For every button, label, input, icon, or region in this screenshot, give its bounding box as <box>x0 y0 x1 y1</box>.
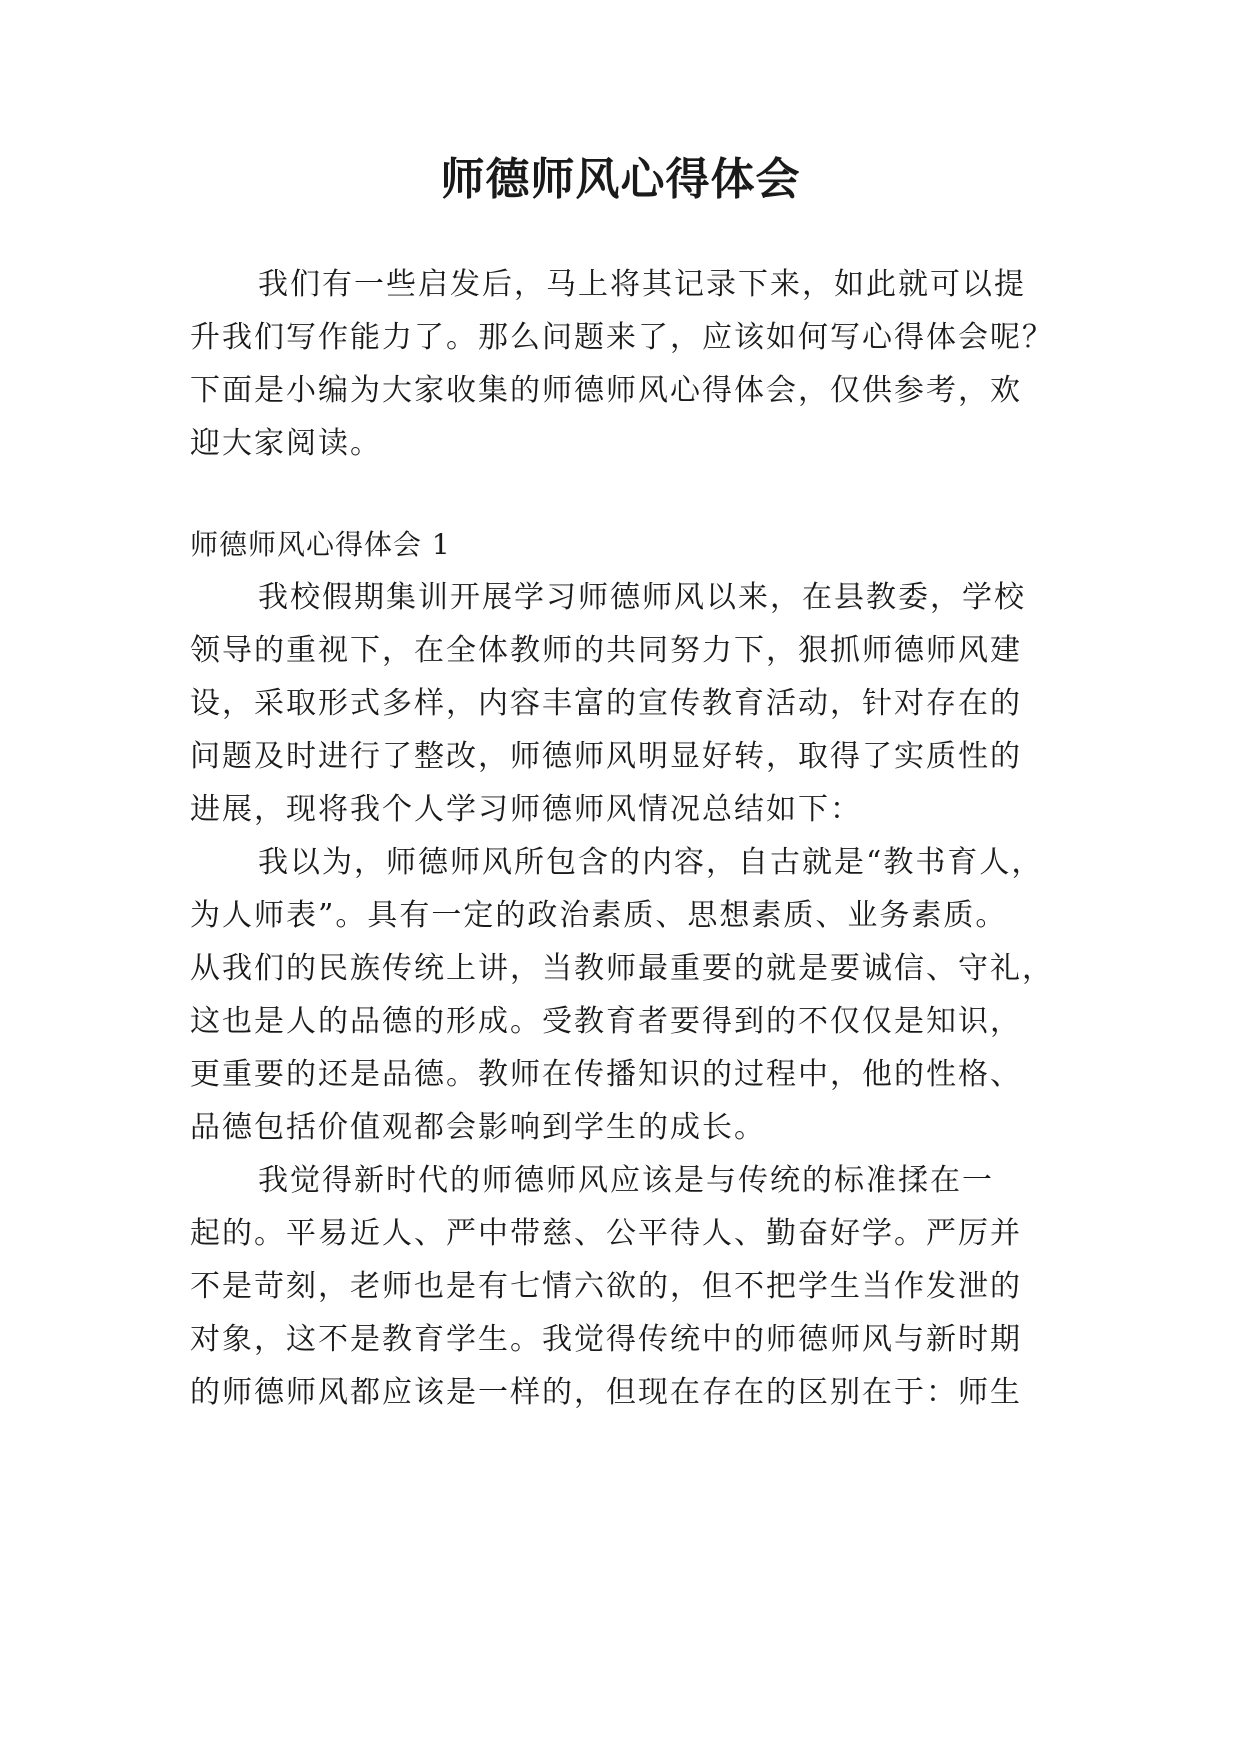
paragraph-line: 为人师表”。具有一定的政治素质、思想素质、业务素质。 <box>190 898 1008 933</box>
paragraph-line: 品德包括价值观都会影响到学生的成长。 <box>190 1110 766 1145</box>
paragraph-line: 我校假期集训开展学习师德师风以来，在县教委，学校 <box>258 580 1026 615</box>
intro-line: 下面是小编为大家收集的师德师风心得体会，仅供参考，欢 <box>190 373 1022 408</box>
section-heading: 师德师风心得体会 1 <box>190 528 451 561</box>
intro-line: 升我们写作能力了。那么问题来了，应该如何写心得体会呢？ <box>190 320 1054 355</box>
paragraph-line: 的师德师风都应该是一样的，但现在存在的区别在于：师生 <box>190 1375 1022 1410</box>
intro-line: 迎大家阅读。 <box>190 426 382 461</box>
paragraph-line: 问题及时进行了整改，师德师风明显好转，取得了实质性的 <box>190 739 1022 774</box>
paragraph-line: 对象，这不是教育学生。我觉得传统中的师德师风与新时期 <box>190 1322 1022 1357</box>
paragraph-line: 更重要的还是品德。教师在传播知识的过程中，他的性格、 <box>190 1057 1022 1092</box>
paragraph-line: 我以为，师德师风所包含的内容，自古就是“教书育人， <box>258 845 1044 880</box>
paragraph-line: 我觉得新时代的师德师风应该是与传统的标准揉在一 <box>258 1163 994 1198</box>
paragraph-line: 进展，现将我个人学习师德师风情况总结如下： <box>190 792 862 827</box>
paragraph-line: 起的。平易近人、严中带慈、公平待人、勤奋好学。严厉并 <box>190 1216 1022 1251</box>
intro-line: 我们有一些启发后，马上将其记录下来，如此就可以提 <box>258 267 1026 302</box>
document-title: 师德师风心得体会 <box>440 154 801 205</box>
paragraph-line: 这也是人的品德的形成。受教育者要得到的不仅仅是知识， <box>190 1004 1022 1039</box>
paragraph-line: 设，采取形式多样，内容丰富的宣传教育活动，针对存在的 <box>190 686 1022 721</box>
paragraph-line: 不是苛刻，老师也是有七情六欲的，但不把学生当作发泄的 <box>190 1269 1022 1304</box>
paragraph-line: 领导的重视下，在全体教师的共同努力下，狠抓师德师风建 <box>190 633 1022 668</box>
paragraph-line: 从我们的民族传统上讲，当教师最重要的就是要诚信、守礼， <box>190 951 1054 986</box>
